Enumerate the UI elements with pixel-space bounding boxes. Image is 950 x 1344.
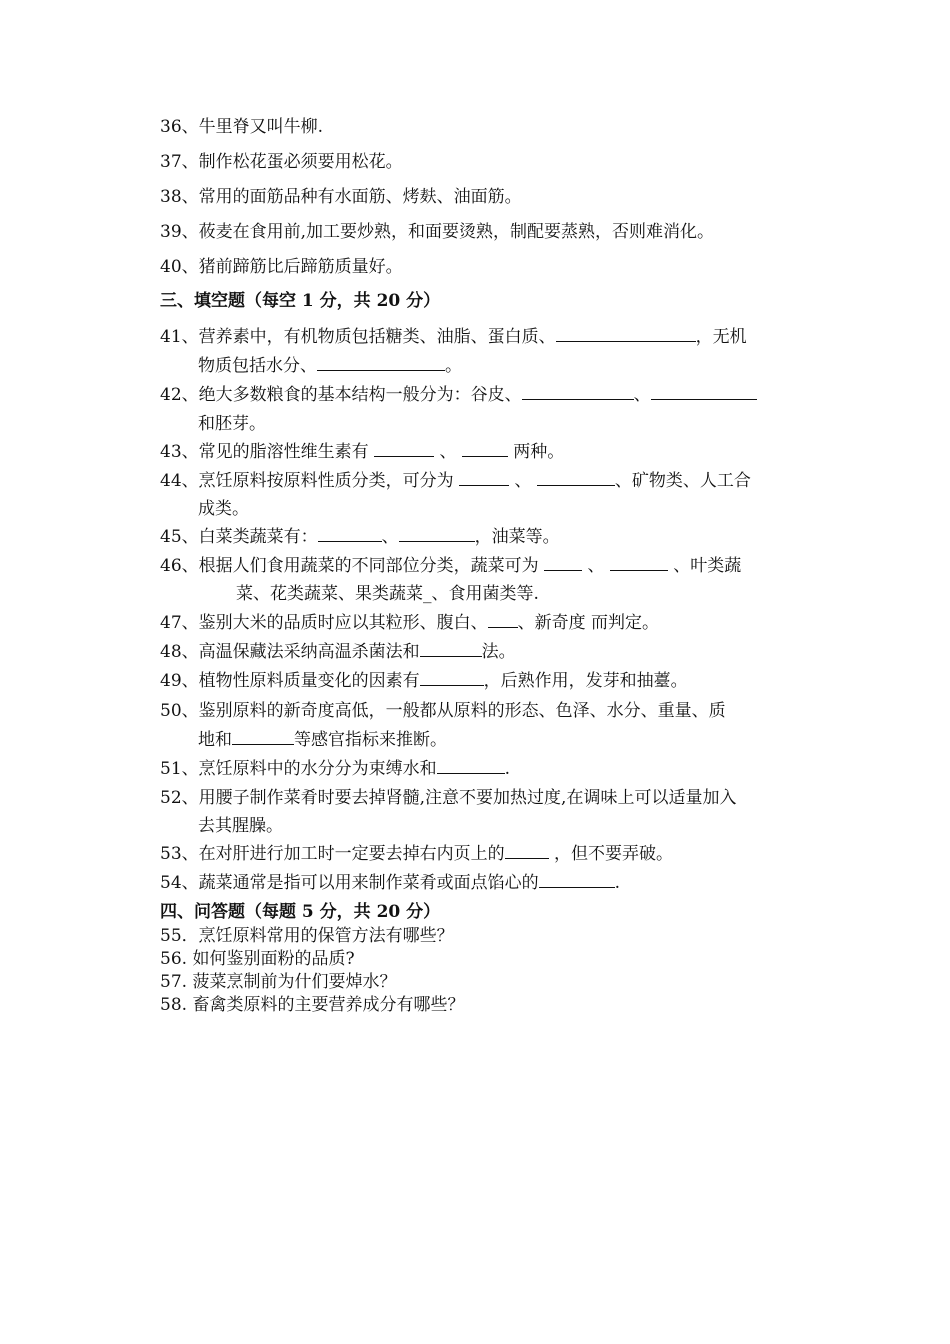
- question-text: 在对肝进行加工时一定要去掉右内页上的: [198, 844, 505, 864]
- question-text: 白菜类蔬菜有：: [198, 527, 318, 547]
- question-47: [160, 612, 659, 634]
- question-text: 和胚芽。: [198, 414, 266, 434]
- question-41-cont: [198, 355, 462, 377]
- answer-blank[interactable]: [505, 844, 549, 859]
- question-text: 、: [587, 556, 605, 576]
- question-number: 52、: [160, 788, 199, 808]
- question-text: 等感官指标来推断。: [294, 730, 447, 750]
- question-number: 36、: [160, 117, 199, 137]
- question-54: [160, 872, 620, 894]
- answer-blank[interactable]: [420, 671, 484, 686]
- question-39: [160, 221, 714, 243]
- question-text: 牛里脊又叫牛柳.: [198, 117, 324, 137]
- question-number: 44、: [160, 471, 199, 491]
- question-text: 地和: [198, 730, 232, 750]
- question-36: [160, 116, 323, 138]
- question-text: 根据人们食用蔬菜的不同部位分类，蔬菜可为: [198, 556, 539, 576]
- question-46-cont: [236, 583, 539, 605]
- question-text: 法。: [481, 642, 516, 662]
- question-text: 烹饪原料按原料性质分类，可分为: [198, 471, 454, 491]
- question-text: 营养素中，有机物质包括糖类、油脂、蛋白质、: [198, 327, 556, 347]
- question-text: 、: [381, 527, 399, 547]
- question-text: 猪前蹄筋比后蹄筋质量好。: [198, 257, 403, 277]
- question-number: 45、: [160, 527, 199, 547]
- question-text: ，但不要弄破。: [554, 844, 674, 864]
- question-text: 常见的脂溶性维生素有: [198, 442, 369, 462]
- question-text: 、: [514, 471, 532, 491]
- answer-blank[interactable]: [462, 442, 508, 457]
- answer-blank[interactable]: [437, 759, 505, 774]
- answer-blank[interactable]: [317, 356, 445, 371]
- answer-blank[interactable]: [544, 556, 582, 571]
- question-55: 55．烹饪原料常用的保管方法有哪些？: [160, 926, 454, 946]
- answer-blank[interactable]: [488, 613, 518, 628]
- answer-blank[interactable]: [610, 556, 668, 571]
- question-text: 、: [633, 385, 651, 405]
- answer-blank[interactable]: [318, 527, 382, 542]
- question-text: 。: [445, 356, 462, 376]
- question-48: [160, 641, 516, 663]
- question-57: 57. 菠菜烹制前为什们要焯水？: [160, 972, 397, 992]
- question-text: 物质包括水分、: [198, 356, 317, 376]
- question-45: [160, 526, 560, 548]
- question-text: 、: [439, 442, 457, 462]
- answer-blank[interactable]: [232, 730, 294, 745]
- question-42: [160, 384, 757, 406]
- question-text: 鉴别大米的品质时应以其粒形、腹白、: [198, 613, 488, 633]
- question-text: ，油菜等。: [474, 527, 560, 547]
- question-number: 47、: [160, 613, 199, 633]
- question-text: 两种。: [513, 442, 565, 462]
- question-42-cont: [198, 413, 266, 435]
- answer-blank[interactable]: [459, 471, 509, 486]
- question-text: 蔬菜通常是指可以用来制作菜肴或面点馅心的: [198, 873, 539, 893]
- question-text: .: [614, 873, 621, 893]
- question-number: 42、: [160, 385, 199, 405]
- question-44: [160, 470, 751, 492]
- question-text: .: [504, 759, 511, 779]
- question-number: 51、: [160, 759, 199, 779]
- question-text: ，后熟作用，发芽和抽薹。: [483, 671, 688, 691]
- question-number: 54、: [160, 873, 199, 893]
- question-number: 48、: [160, 642, 199, 662]
- question-text: 莜麦在食用前,加工要炒熟，和面要烫熟，制配要蒸熟，否则难消化。: [198, 222, 715, 242]
- question-52: [160, 787, 736, 809]
- answer-blank[interactable]: [556, 327, 696, 342]
- question-text: 去其腥臊。: [198, 816, 283, 836]
- question-44-cont: [198, 498, 249, 520]
- answer-blank[interactable]: [651, 385, 757, 400]
- question-number: 53、: [160, 844, 199, 864]
- question-text: 成类。: [198, 499, 249, 519]
- answer-blank[interactable]: [374, 442, 434, 457]
- section-heading-short-answer: 四、问答题（每题 5 分，共 20 分）: [160, 902, 441, 922]
- question-number: 40、: [160, 257, 199, 277]
- question-text: 制作松花蛋必须要用松花。: [198, 152, 403, 172]
- answer-blank[interactable]: [522, 385, 634, 400]
- question-number: 41、: [160, 327, 199, 347]
- question-58: 58. 畜禽类原料的主要营养成分有哪些？: [160, 995, 465, 1015]
- question-53: [160, 843, 673, 865]
- question-number: 43、: [160, 442, 199, 462]
- question-number: 37、: [160, 152, 199, 172]
- question-text: 用腰子制作菜肴时要去掉肾髓,注意不要加热过度,在调味上可以适量加入: [198, 788, 737, 808]
- question-50: [160, 700, 726, 722]
- answer-blank[interactable]: [537, 471, 615, 486]
- question-40: [160, 256, 403, 278]
- question-38: [160, 186, 522, 208]
- question-46: [160, 555, 741, 577]
- question-text: 菜、花类蔬菜、果类蔬菜_、食用菌类等.: [236, 584, 539, 604]
- question-52-cont: [198, 815, 283, 837]
- question-number: 50、: [160, 701, 199, 721]
- question-56: 56. 如何鉴别面粉的品质?: [160, 949, 355, 969]
- question-43: [160, 441, 564, 463]
- answer-blank[interactable]: [399, 527, 475, 542]
- question-text: 常用的面筋品种有水面筋、烤麸、油面筋。: [198, 187, 522, 207]
- question-number: 39、: [160, 222, 199, 242]
- question-text: 鉴别原料的新奇度高低，一般都从原料的形态、色泽、水分、重量、质: [198, 701, 726, 721]
- question-37: [160, 151, 403, 173]
- question-text: 、叶类蔬: [673, 556, 742, 576]
- question-number: 46、: [160, 556, 199, 576]
- answer-blank[interactable]: [420, 642, 482, 657]
- question-text: 植物性原料质量变化的因素有: [198, 671, 420, 691]
- question-text: 高温保藏法采纳高温杀菌法和: [198, 642, 420, 662]
- question-text: 烹饪原料中的水分分为束缚水和: [198, 759, 437, 779]
- question-text: 绝大多数粮食的基本结构一般分为：谷皮、: [198, 385, 522, 405]
- question-text: ，无机: [695, 327, 747, 347]
- question-text: 、矿物类、人工合: [614, 471, 751, 491]
- section-heading-fill-in: 三、填空题（每空 1 分，共 20 分）: [160, 291, 441, 311]
- question-50-cont: [198, 729, 447, 751]
- answer-blank[interactable]: [539, 873, 615, 888]
- question-text: 、新奇度 而判定。: [517, 613, 660, 633]
- question-41: [160, 326, 747, 348]
- question-number: 38、: [160, 187, 199, 207]
- question-51: [160, 758, 510, 780]
- question-number: 49、: [160, 671, 199, 691]
- question-49: [160, 670, 688, 692]
